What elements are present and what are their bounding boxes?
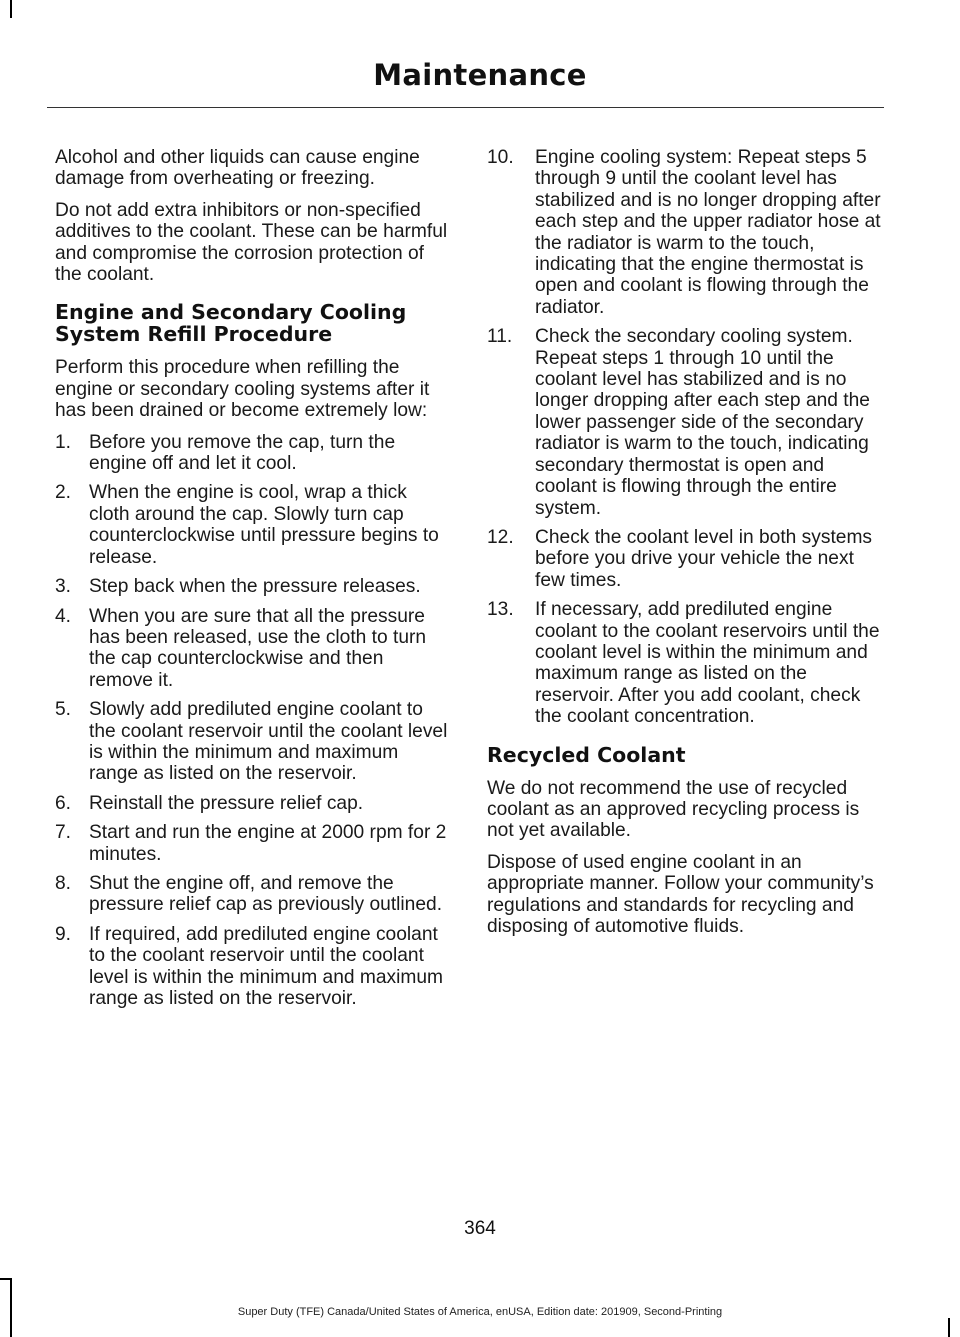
page-number: 364	[464, 1218, 496, 1239]
crop-mark-bottom-left-h	[0, 1278, 12, 1280]
step-text: Step back when the pressure releases.	[89, 576, 421, 598]
step-number: 10.	[487, 147, 514, 168]
list-item	[55, 873, 450, 916]
left-column	[55, 147, 450, 1017]
list-item	[55, 606, 450, 692]
step-number: 3.	[55, 576, 72, 598]
intro-paragraph-2: Do not add extra inhibitors or non-specified additives to the coolant. These can be harmful and compromise the corrosion protection of the coolant.	[55, 199, 448, 286]
step-text: When you are sure that all the pressure has been released, use the cloth to turn the cap counterclockwise and then remove it.	[89, 605, 427, 691]
step-text: Slowly add prediluted engine coolant to the coolant reservoir until the coolant level is within the minimum and maximum range as listed on the reservoir.	[89, 699, 448, 785]
step-text: When the engine is cool, wrap a thick cloth around the cap. Slowly turn cap counterclockwise until pressure begins to release.	[89, 482, 439, 568]
intro-paragraph-1: Alcohol and other liquids can cause engine damage from overheating or freezing.	[55, 147, 420, 190]
step-text: If required, add prediluted engine coolant to the coolant reservoir until the coolant level is within the minimum and maximum range as listed on the reservoir.	[89, 923, 444, 1009]
step-number: 6.	[55, 792, 72, 814]
section-heading-recycled-coolant: Recycled Coolant	[487, 742, 686, 767]
step-text: Shut the engine off, and remove the pressure relief cap as previously outlined.	[89, 872, 443, 916]
list-item	[55, 482, 450, 568]
step-number: 1.	[55, 431, 72, 453]
step-text: Engine cooling system: Repeat steps 5 through 9 until the coolant level has stabilized and is no longer dropping after each step and the upper radiator hose at the radiator is warm to the touch, indicating that the engine thermostat is open and coolant is flowing through the radiator.	[535, 147, 881, 318]
list-item	[55, 822, 450, 865]
footer-edition-info: Super Duty (TFE) Canada/United States of America, enUSA, Edition date: 201909, Second-Printing	[237, 1306, 723, 1318]
list-item	[487, 326, 882, 519]
right-column	[487, 147, 882, 947]
step-text: Reinstall the pressure relief cap.	[89, 792, 364, 814]
step-number: 2.	[55, 482, 72, 504]
list-item	[55, 432, 450, 475]
step-text: Before you remove the cap, turn the engine off and let it cool.	[89, 431, 396, 475]
crop-mark-top-left	[10, 0, 12, 18]
list-item	[55, 699, 450, 785]
step-number: 4.	[55, 605, 72, 627]
refill-steps-list-continued	[487, 147, 882, 728]
section-heading-refill: Engine and Secondary Cooling System Refill Procedure	[55, 300, 407, 347]
header-divider	[47, 107, 884, 108]
list-item	[55, 793, 450, 814]
refill-lead-paragraph: Perform this procedure when refilling the engine or secondary cooling systems after it has been drained or become extremely low:	[55, 357, 430, 422]
list-item	[487, 147, 882, 318]
list-item	[487, 599, 882, 727]
list-item	[55, 576, 450, 597]
step-number: 11.	[487, 326, 513, 348]
step-number: 9.	[55, 923, 72, 945]
step-text: Start and run the engine at 2000 rpm for 2 minutes.	[89, 822, 447, 865]
recycled-paragraph-1: We do not recommend the use of recycled coolant as an approved recycling process is not yet available.	[487, 777, 860, 842]
list-item	[55, 924, 450, 1010]
step-number: 5.	[55, 699, 72, 721]
step-text: If necessary, add prediluted engine coolant to the coolant reservoirs until the coolant level is within the minimum and maximum range as listed on the reservoir. After you add coolant, check the coolant concentration.	[535, 599, 880, 728]
page-title: Maintenance	[373, 58, 587, 92]
list-item	[487, 527, 882, 591]
crop-mark-bottom-right	[948, 1318, 950, 1337]
step-number: 7.	[55, 822, 72, 844]
step-text: Check the coolant level in both systems before you drive your vehicle the next few times.	[535, 526, 873, 591]
step-number: 8.	[55, 872, 72, 894]
refill-steps-list	[55, 432, 450, 1010]
step-number: 12.	[487, 526, 514, 548]
step-text: Check the secondary cooling system. Repeat steps 1 through 10 until the coolant level has stabilized and is no longer dropping after each step and the lower passenger side of the secondary radiator is warm to the touch, indicating secondary thermostat is open and coolant is flowing through the entire system.	[535, 326, 870, 519]
step-number: 13.	[487, 599, 514, 621]
recycled-paragraph-2: Dispose of used engine coolant in an appropriate manner. Follow your community’s regulations and standards for recycling and disposing of automotive fluids.	[487, 851, 874, 937]
